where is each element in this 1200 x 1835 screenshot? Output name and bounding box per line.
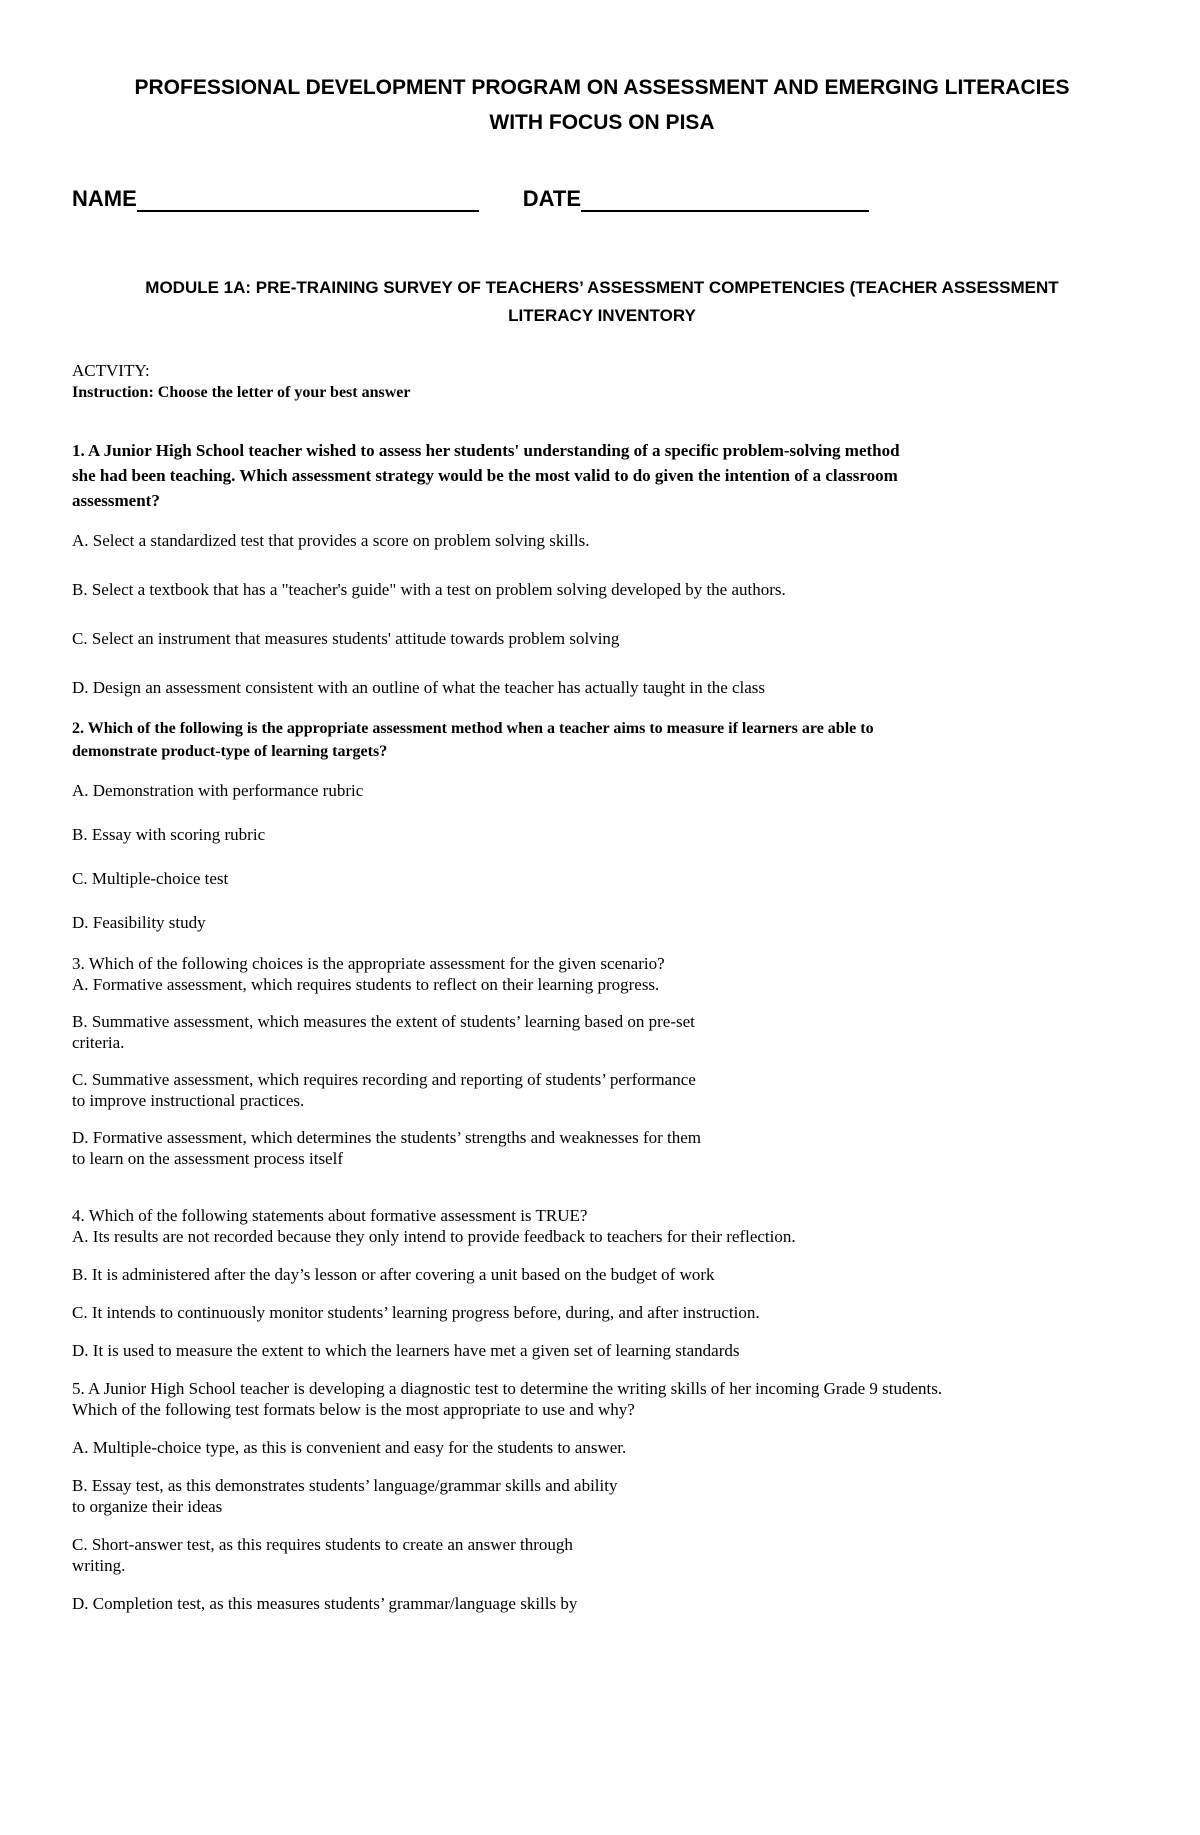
option-1a[interactable]: A. Select a standardized test that provides a score on problem solving skills.	[72, 531, 590, 550]
question-4-stem: 4. Which of the following statements about formative assessment is TRUE?	[72, 1206, 588, 1225]
date-field[interactable]	[581, 188, 869, 212]
title-line-1: PROFESSIONAL DEVELOPMENT PROGRAM ON ASSESSMENT AND EMERGING LITERACIES	[134, 76, 1070, 99]
option-3a[interactable]: A. Formative assessment, which requires students to reflect on their learning progress.	[72, 975, 660, 994]
option-2c[interactable]: C. Multiple-choice test	[72, 869, 229, 888]
question-4	[72, 1205, 1132, 1361]
option-1c[interactable]: C. Select an instrument that measures students' attitude towards problem solving	[72, 629, 620, 648]
module-heading	[72, 274, 1132, 330]
option-3c[interactable]: C. Summative assessment, which requires recording and reporting of students’ performance to improve instructional practices.	[72, 1070, 696, 1110]
date-label: DATE	[522, 186, 582, 211]
question-2-stem: 2. Which of the following is the appropriate assessment method when a teacher aims to measure if learners are able to demonstrate product-type of learning targets?	[72, 720, 874, 760]
option-5d[interactable]: D. Completion test, as this measures students’ grammar/language skills by	[72, 1594, 578, 1613]
activity-label: ACTVITY:	[72, 361, 150, 380]
question-3	[72, 953, 1132, 1169]
option-2d[interactable]: D. Feasibility study	[72, 913, 206, 932]
module-line-2: LITERACY INVENTORY	[508, 306, 696, 325]
document-page	[72, 70, 1132, 1614]
option-4a[interactable]: A. Its results are not recorded because they only intend to provide feedback to teachers for their reflection.	[72, 1227, 796, 1246]
title-line-2: WITH FOCUS ON PISA	[489, 111, 715, 134]
document-title	[72, 70, 1132, 140]
option-5a[interactable]: A. Multiple-choice type, as this is convenient and easy for the students to answer.	[72, 1438, 627, 1457]
name-field[interactable]	[137, 188, 479, 212]
question-3-stem: 3. Which of the following choices is the appropriate assessment for the given scenario?	[72, 954, 665, 973]
activity-block	[72, 360, 1132, 404]
question-1	[72, 438, 1132, 699]
question-1-stem: 1. A Junior High School teacher wished to assess her students' understanding of a specific problem-solving method she had been teaching. Which assessment strategy would be the most valid to do given the intention of a classroom assessment?	[72, 441, 900, 510]
option-2a[interactable]: A. Demonstration with performance rubric	[72, 781, 364, 800]
option-5b[interactable]: B. Essay test, as this demonstrates students’ language/grammar skills and ability to organize their ideas	[72, 1476, 618, 1516]
question-2	[72, 717, 1132, 934]
option-4d[interactable]: D. It is used to measure the extent to which the learners have met a given set of learning standards	[72, 1341, 740, 1360]
option-3d[interactable]: D. Formative assessment, which determines the students’ strengths and weaknesses for them to learn on the assessment process itself	[72, 1128, 702, 1168]
question-5	[72, 1378, 1132, 1614]
module-line-1: MODULE 1A: PRE-TRAINING SURVEY OF TEACHERS’ ASSESSMENT COMPETENCIES (TEACHER ASSESSMENT	[145, 278, 1059, 297]
option-5c[interactable]: C. Short-answer test, as this requires students to create an answer through writing.	[72, 1535, 573, 1575]
name-date-row	[72, 180, 1132, 212]
name-label: NAME	[72, 186, 137, 211]
option-4c[interactable]: C. It intends to continuously monitor students’ learning progress before, during, and after instruction.	[72, 1303, 760, 1322]
option-1b[interactable]: B. Select a textbook that has a "teacher's guide" with a test on problem solving developed by the authors.	[72, 580, 786, 599]
option-1d[interactable]: D. Design an assessment consistent with an outline of what the teacher has actually taught in the class	[72, 678, 766, 697]
option-4b[interactable]: B. It is administered after the day’s lesson or after covering a unit based on the budget of work	[72, 1265, 715, 1284]
question-5-stem: 5. A Junior High School teacher is developing a diagnostic test to determine the writing skills of her incoming Grade 9 students. Which of the following test formats below is the most appropriate to use and why?	[72, 1379, 943, 1419]
option-2b[interactable]: B. Essay with scoring rubric	[72, 825, 266, 844]
instruction-text: Instruction: Choose the letter of your best answer	[72, 384, 411, 401]
option-3b[interactable]: B. Summative assessment, which measures the extent of students’ learning based on pre-set criteria.	[72, 1012, 695, 1052]
